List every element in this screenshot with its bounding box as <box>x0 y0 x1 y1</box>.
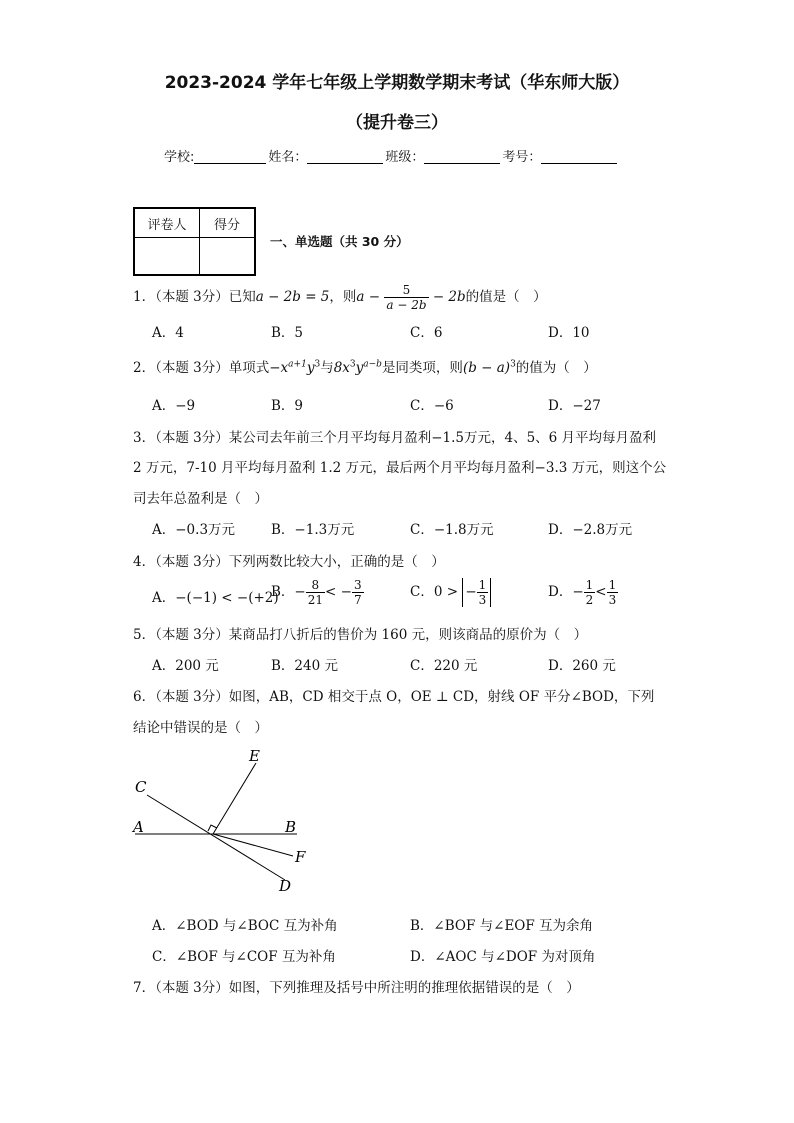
question-4: 4．（本题 3分）下列两数比较大小，正确的是（ ） <box>133 554 445 570</box>
q2-mono2: 8x <box>333 360 350 376</box>
q2-mono1: −x <box>269 360 289 376</box>
q3-option-a[interactable]: A．−0.3万元 <box>152 522 236 538</box>
question-2 <box>133 356 597 376</box>
q1-expr-a: a − <box>356 289 381 305</box>
exam-title: 2023-2024 学年七年级上学期数学期末考试（华东师大版） <box>164 73 630 93</box>
q2-suffix: 的值为（ ） <box>515 360 597 376</box>
exam-no-field[interactable] <box>541 149 617 164</box>
question-6-line-2: 结论中错误的是（ ） <box>133 720 268 736</box>
q6-option-a[interactable]: A．∠BOD 与∠BOC 互为补角 <box>152 918 338 934</box>
q1-expr-b: − 2b <box>432 289 466 305</box>
q3-option-d[interactable]: D．−2.8万元 <box>548 522 633 538</box>
label-f: F <box>295 848 306 866</box>
q4-option-a[interactable] <box>152 586 279 606</box>
q1-option-c[interactable]: C．6 <box>410 325 443 341</box>
student-info-line <box>164 146 619 165</box>
q5-option-d[interactable]: D．260 元 <box>548 658 616 674</box>
q1-condition: a − 2b = 5 <box>255 289 330 305</box>
q1-option-b[interactable]: B．5 <box>271 325 304 341</box>
q5-option-a[interactable]: A．200 元 <box>152 658 219 674</box>
q1-fraction <box>384 283 428 312</box>
q4-d-num2: 1 <box>608 578 617 592</box>
ray-of <box>213 834 293 856</box>
q2-exp1b: 3 <box>314 359 321 370</box>
q4-c-label: C．0 > <box>410 584 459 600</box>
q4-d-den1: 2 <box>585 593 594 607</box>
q4-c-den: 3 <box>478 593 487 607</box>
q4-d-mid: < <box>595 584 607 600</box>
q4-c-abs <box>462 578 491 607</box>
q4-b-frac2 <box>352 578 364 607</box>
q1-frac-num: 5 <box>384 283 428 298</box>
q4-d-frac1 <box>584 578 596 607</box>
q1-suffix: 的值是（ ） <box>465 289 547 305</box>
q3-option-b[interactable]: B．−1.3万元 <box>271 522 355 538</box>
exam-subtitle: （提升卷三） <box>346 113 448 133</box>
q4-a-text: A．−(−1) < −(+2) <box>152 590 279 606</box>
q2-option-b[interactable]: B．9 <box>271 398 304 414</box>
label-c: C <box>135 778 147 796</box>
exam-no-label: 考号： <box>502 150 542 165</box>
question-5: 5．（本题 3分）某商品打八折后的售价为 160 元，则该商品的原价为（ ） <box>133 627 588 643</box>
q4-option-c[interactable] <box>410 578 491 607</box>
q1-option-d[interactable]: D．10 <box>548 325 590 341</box>
question-7: 7．（本题 3分）如图，下列推理及括号中所注明的推理依据错误的是（ ） <box>133 980 580 996</box>
q2-exp3: 3 <box>510 359 516 370</box>
q4-d-num1: 1 <box>585 578 594 592</box>
q4-d-den2: 3 <box>608 593 617 607</box>
q4-b-label: B．− <box>271 584 306 600</box>
q2-exp2b: a−b <box>363 359 382 370</box>
q2-option-a[interactable]: A．−9 <box>152 398 196 414</box>
q2-prefix: 2．（本题 3分）单项式 <box>133 360 270 376</box>
q4-d-label: D．− <box>548 584 584 600</box>
label-d: D <box>279 877 292 895</box>
name-label: 姓名： <box>268 150 308 165</box>
q4-b-mid: < − <box>325 584 352 600</box>
q4-b-den2: 7 <box>353 593 362 607</box>
q2-option-d[interactable]: D．−27 <box>548 398 601 414</box>
q2-mono2b: y <box>355 360 364 376</box>
q2-mid: 是同类项，则 <box>381 360 463 376</box>
q4-b-frac1 <box>306 578 325 607</box>
label-a: A <box>133 818 144 836</box>
school-field[interactable] <box>194 149 266 164</box>
score-header: 得分 <box>200 208 256 238</box>
label-b: B <box>285 818 297 836</box>
q1-mid: ，则 <box>329 289 357 305</box>
q1-option-a[interactable]: A．4 <box>152 325 184 341</box>
q4-b-num2: 3 <box>353 578 362 592</box>
score-cell[interactable] <box>200 238 256 276</box>
section-title: 一、单选题（共 30 分） <box>270 234 409 249</box>
q6-option-b[interactable]: B．∠BOF 与∠EOF 互为余角 <box>410 918 594 934</box>
q4-d-frac2 <box>607 578 619 607</box>
question-1 <box>133 283 547 312</box>
q4-c-num: 1 <box>478 578 487 592</box>
q2-option-c[interactable]: C．−6 <box>410 398 454 414</box>
scorer-cell[interactable] <box>134 238 200 276</box>
q6-option-d[interactable]: D．∠AOC 与∠DOF 为对顶角 <box>410 949 596 965</box>
q3-option-c[interactable]: C．−1.8万元 <box>410 522 494 538</box>
q2-exp1a: a+1 <box>288 359 307 370</box>
geometry-figure <box>125 745 325 895</box>
question-3-line-2: 2 万元，7-10 月平均每月盈利 1.2 万元，最后两个月平均每月盈利−3.3 万元，则这个公 <box>133 460 667 476</box>
scorer-header: 评卷人 <box>134 208 200 238</box>
q4-b-num1: 8 <box>306 578 325 593</box>
ray-oe <box>213 763 256 834</box>
q4-option-d[interactable] <box>548 578 618 607</box>
q4-b-den1: 21 <box>307 593 324 607</box>
q2-exp2a: 3 <box>349 359 356 370</box>
question-3-line-3: 司去年总盈利是（ ） <box>133 491 268 507</box>
line-cd <box>147 795 285 880</box>
q4-option-b[interactable] <box>271 578 364 607</box>
class-field[interactable] <box>424 149 500 164</box>
q4-c-frac <box>477 578 489 607</box>
q2-expr: (b − a) <box>462 360 511 376</box>
class-label: 班级： <box>385 150 425 165</box>
label-e: E <box>249 747 260 765</box>
name-field[interactable] <box>307 149 383 164</box>
q2-conj: 与 <box>320 360 334 376</box>
q6-option-c[interactable]: C．∠BOF 与∠COF 互为补角 <box>152 949 336 965</box>
q5-option-b[interactable]: B．240 元 <box>271 658 338 674</box>
question-3-line-1: 3．（本题 3分）某公司去年前三个月平均每月盈利−1.5万元，4、5、6 月平均每月盈利 <box>133 430 657 446</box>
q5-option-c[interactable]: C．220 元 <box>410 658 478 674</box>
school-label: 学校: <box>164 150 195 165</box>
scorer-table <box>133 207 256 276</box>
question-6-line-1: 6．（本题 3分）如图，AB，CD 相交于点 O，OE ⊥ CD，射线 OF 平分∠BOD，下列 <box>133 689 655 705</box>
q1-prefix: 1．（本题 3分）已知 <box>133 289 256 305</box>
q1-frac-den: a − 2b <box>386 298 427 312</box>
q2-mono1b: y <box>306 360 315 376</box>
q4-c-sign: − <box>465 584 477 600</box>
